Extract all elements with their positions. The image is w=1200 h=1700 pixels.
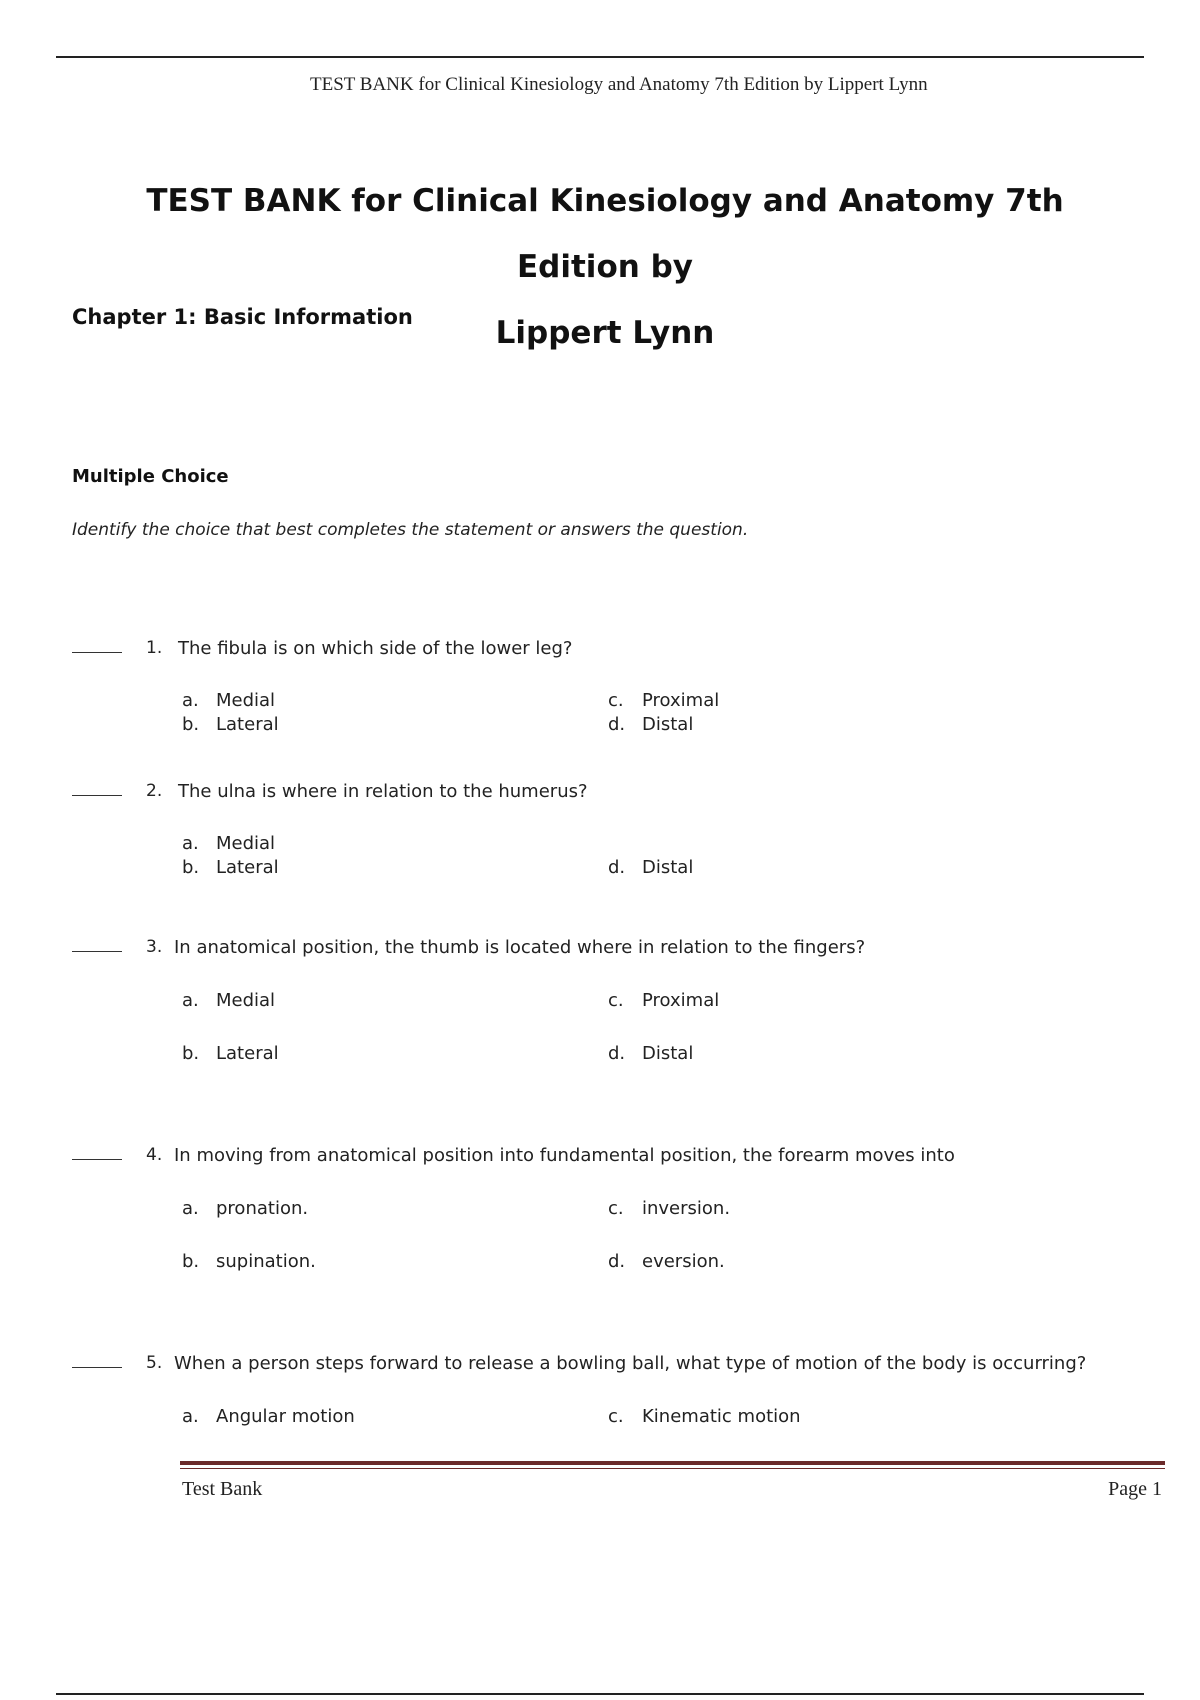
running-header: TEST BANK for Clinical Kinesiology and Anatomy 7th Edition by Lippert Lynn	[310, 74, 928, 95]
choice-d: d. eversion.	[608, 1251, 725, 1272]
choice-b: b. Lateral	[182, 714, 279, 735]
choice-b: b. Lateral	[182, 1043, 279, 1064]
chapter-heading: Chapter 1: Basic Information	[72, 305, 413, 329]
choice-c: c. inversion.	[608, 1198, 731, 1219]
choice-b: b. supination.	[182, 1251, 316, 1272]
choice-a: a. Medial	[182, 833, 276, 854]
choice-d: d. Distal	[608, 857, 694, 878]
top-rule	[56, 56, 1144, 58]
answer-blank	[72, 652, 122, 653]
choice-c: c. Proximal	[608, 690, 720, 711]
answer-blank	[72, 951, 122, 952]
question-number: 4.	[146, 1145, 163, 1165]
choice-d: d. Distal	[608, 714, 694, 735]
question-number: 1.	[146, 638, 163, 658]
bottom-rule	[56, 1693, 1144, 1695]
question-text: In anatomical position, the thumb is located where in relation to the fingers?	[174, 937, 866, 958]
answer-blank	[72, 1159, 122, 1160]
footer-rule	[180, 1461, 1165, 1465]
question-text: The ulna is where in relation to the humerus?	[178, 781, 588, 802]
choice-c: c. Kinematic motion	[608, 1406, 801, 1427]
section-heading: Multiple Choice	[72, 466, 229, 487]
answer-blank	[72, 1367, 122, 1368]
question-text: The fibula is on which side of the lower leg?	[178, 638, 573, 659]
question-number: 2.	[146, 781, 163, 801]
choice-a: a. Medial	[182, 990, 276, 1011]
answer-blank	[72, 795, 122, 796]
choice-a: a. pronation.	[182, 1198, 309, 1219]
question-text: When a person steps forward to release a bowling ball, what type of motion of the body is occurring?	[174, 1353, 1087, 1374]
question-number: 5.	[146, 1353, 163, 1373]
choice-c: c. Proximal	[608, 990, 720, 1011]
choice-a: a. Angular motion	[182, 1406, 355, 1427]
question-number: 3.	[146, 937, 163, 957]
footer-rule-thin	[180, 1468, 1165, 1469]
choice-d: d. Distal	[608, 1043, 694, 1064]
instructions: Identify the choice that best completes the statement or answers the question.	[72, 520, 749, 540]
title-line-2: Lippert Lynn	[495, 315, 715, 351]
question-text: In moving from anatomical position into fundamental position, the forearm moves into	[174, 1145, 955, 1166]
title-line-1: TEST BANK for Clinical Kinesiology and Anatomy 7th Edition by	[146, 183, 1064, 285]
choice-b: b. Lateral	[182, 857, 279, 878]
document-title	[80, 168, 1130, 366]
choice-a: a. Medial	[182, 690, 276, 711]
footer-label: Test Bank	[182, 1478, 263, 1500]
page-number: Page 1	[1108, 1478, 1162, 1500]
